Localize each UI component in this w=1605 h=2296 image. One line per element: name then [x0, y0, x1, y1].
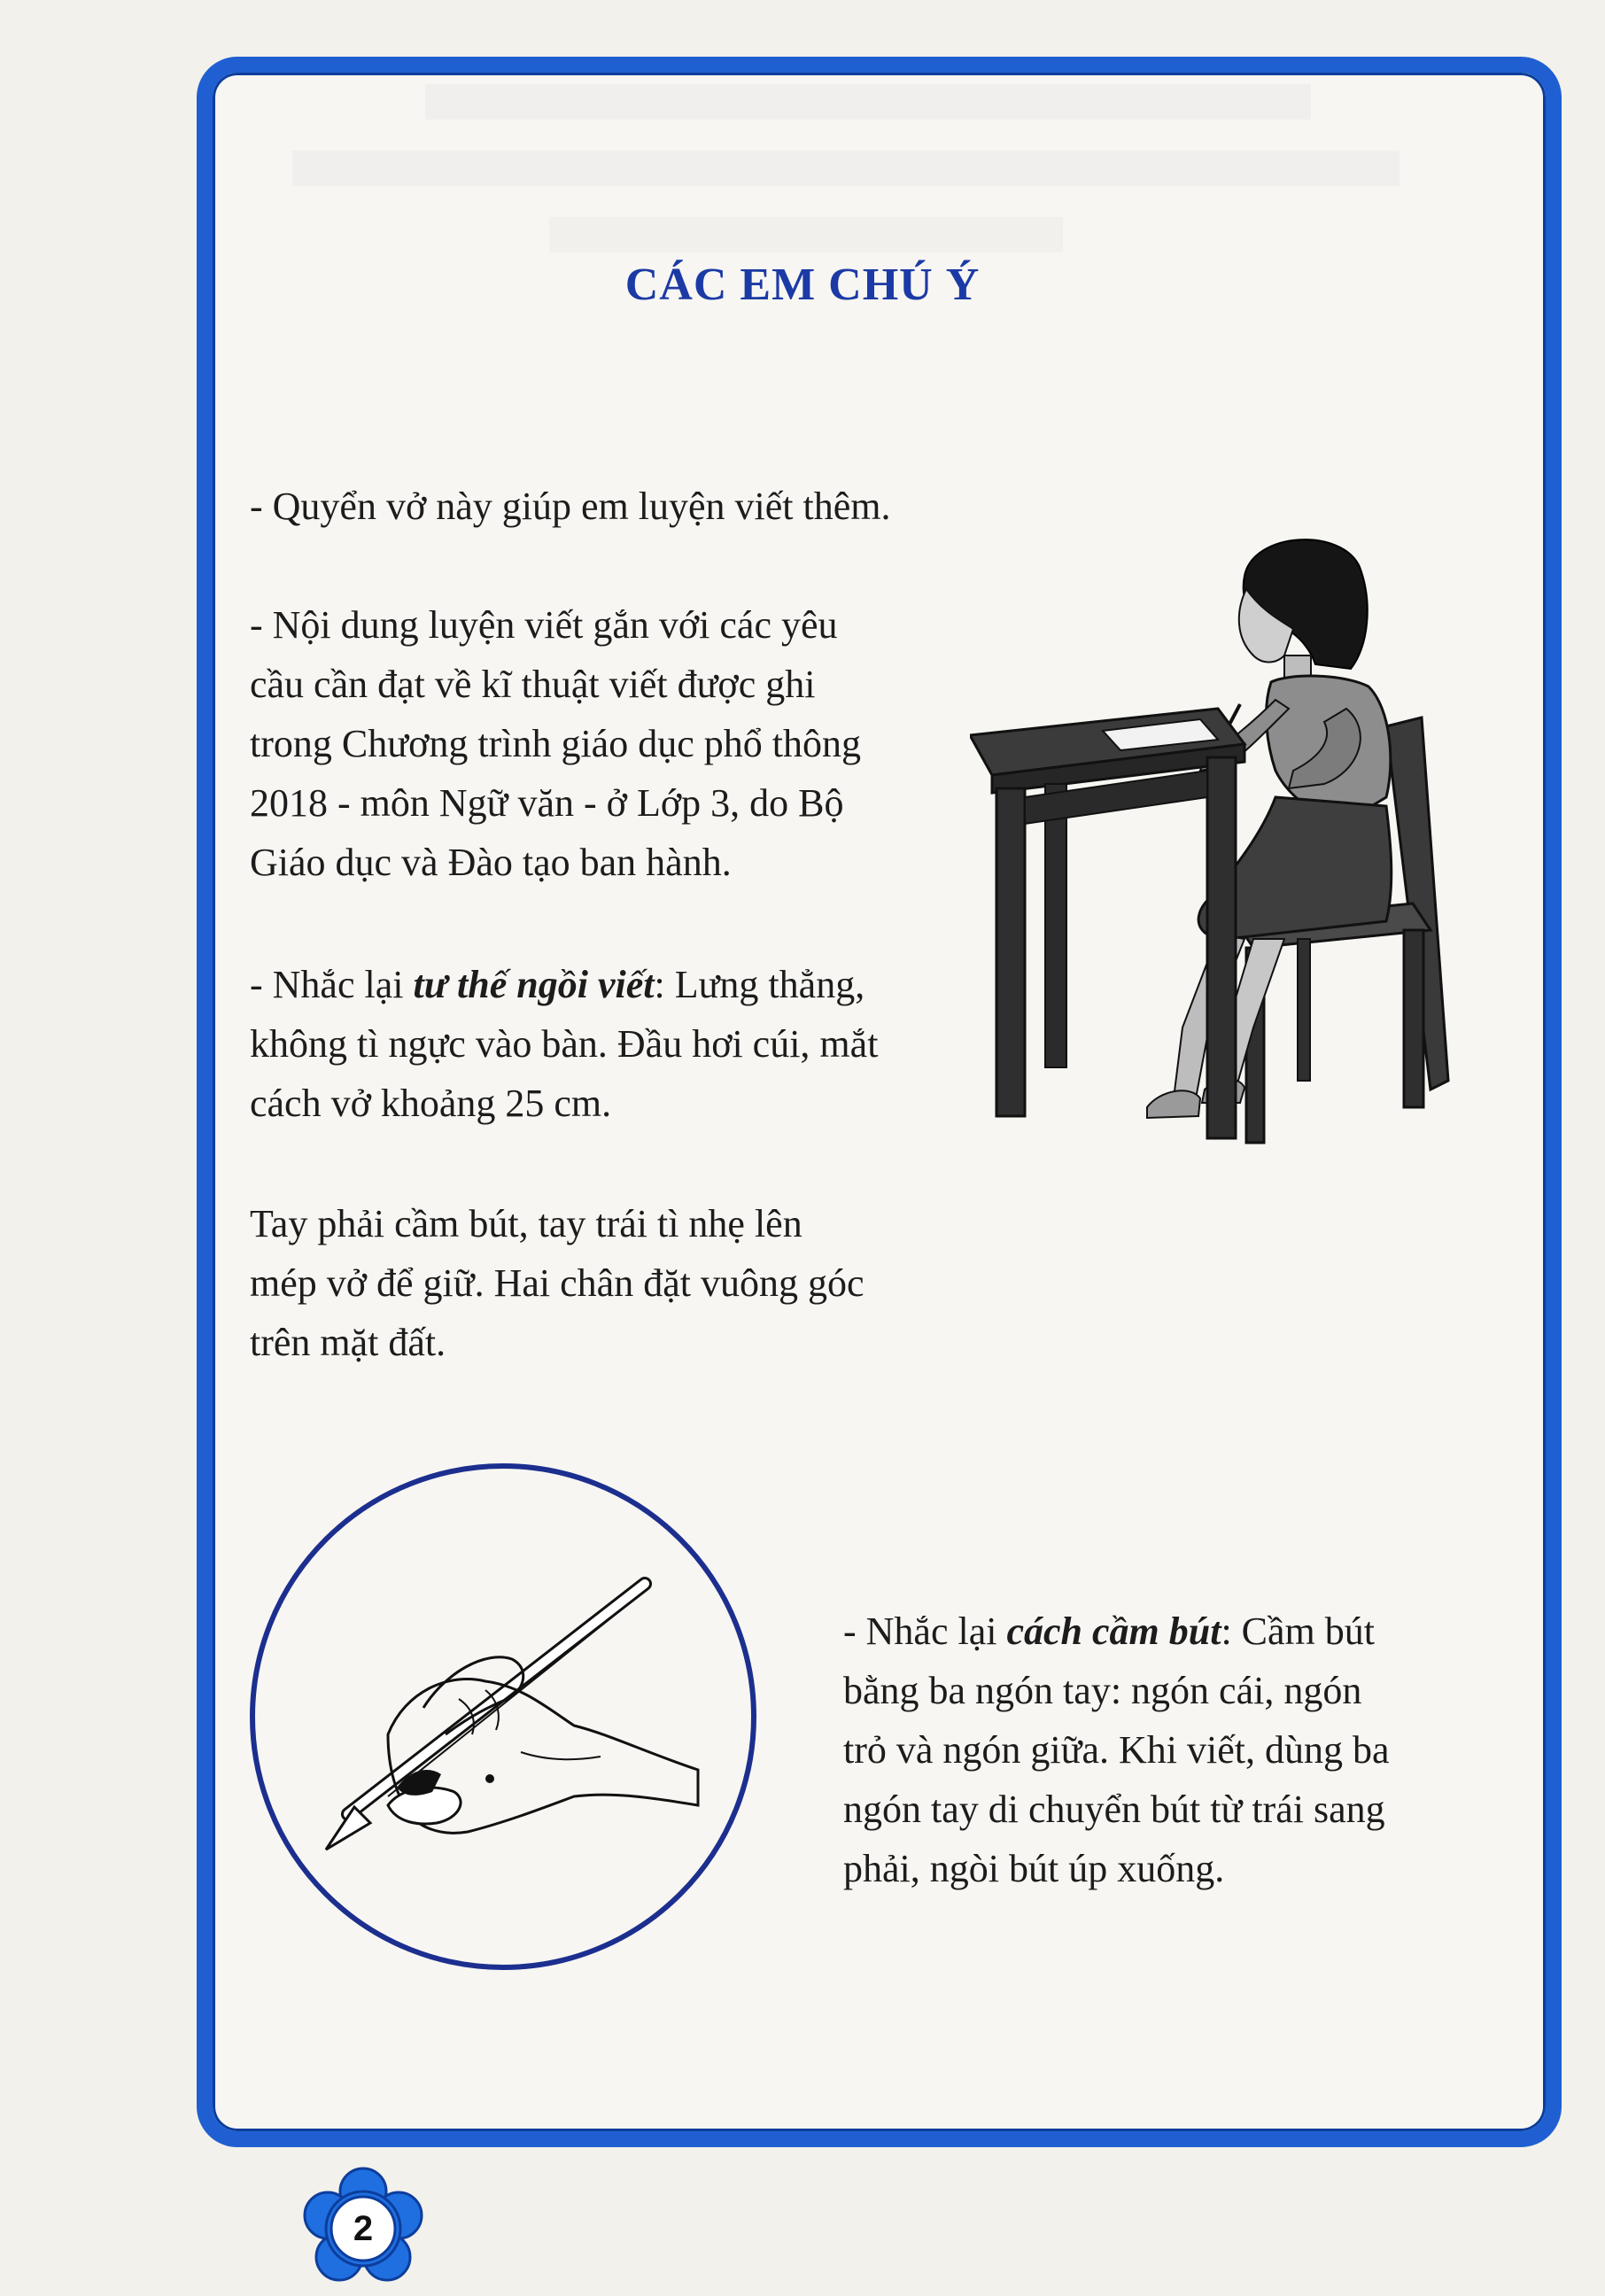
- paragraph-line: trong Chương trình giáo dục phổ thông: [250, 722, 861, 765]
- emphasis-text: cách cầm bút: [1006, 1610, 1221, 1653]
- paragraph-line: trỏ và ngón giữa. Khi viết, dùng ba: [843, 1728, 1390, 1772]
- paragraph-pen-grip: [843, 1602, 1390, 1898]
- paragraph-line: [843, 1602, 1390, 1661]
- hand-holding-pen-illustration: [255, 1469, 751, 1965]
- paragraph-intro: [250, 477, 890, 536]
- page-title: CÁC EM CHÚ Ý: [624, 260, 981, 310]
- text-run: : Lưng thẳng,: [654, 963, 865, 1006]
- pen-grip-illustration: [250, 1463, 756, 1970]
- paragraph-line: bằng ba ngón tay: ngón cái, ngón: [843, 1669, 1362, 1712]
- paragraph-line: trên mặt đất.: [250, 1321, 446, 1364]
- paragraph-line: mép vở để giữ. Hai chân đặt vuông góc: [250, 1261, 865, 1305]
- paragraph-line: cầu cần đạt về kĩ thuật viết được ghi: [250, 663, 816, 706]
- paragraph-line: - Nội dung luyện viết gắn với các yêu: [250, 603, 838, 647]
- paragraph-line: ngón tay di chuyển bút từ trái sang: [843, 1788, 1385, 1831]
- girl-figure: [1147, 539, 1392, 1118]
- paragraph-line: [250, 955, 878, 1014]
- text-run: : Cầm bút: [1221, 1610, 1376, 1653]
- paragraph-sitting-posture: [250, 955, 878, 1133]
- emphasis-text: tư thế ngồi viết: [413, 963, 655, 1006]
- paragraph-line: không tì ngực vào bàn. Đầu hơi cúi, mắt: [250, 1022, 879, 1066]
- paragraph-line: Tay phải cầm bút, tay trái tì nhẹ lên: [250, 1202, 802, 1245]
- paragraph-line: cách vở khoảng 25 cm.: [250, 1082, 612, 1125]
- paragraph-line: phải, ngòi bút úp xuống.: [843, 1847, 1225, 1890]
- text-run: - Nhắc lại: [250, 963, 414, 1006]
- paragraph-line: 2018 - môn Ngữ văn - ở Lớp 3, do Bộ: [250, 781, 844, 825]
- paragraph-line: - Quyển vở này giúp em luyện viết thêm.: [250, 485, 891, 528]
- text-run: - Nhắc lại: [843, 1610, 1007, 1653]
- paragraph-content: [250, 595, 861, 892]
- paragraph-hands-feet: [250, 1194, 865, 1372]
- page-number: 2: [353, 2209, 374, 2248]
- girl-at-desk-illustration: [970, 531, 1475, 1152]
- paragraph-line: Giáo dục và Đào tạo ban hành.: [250, 841, 732, 884]
